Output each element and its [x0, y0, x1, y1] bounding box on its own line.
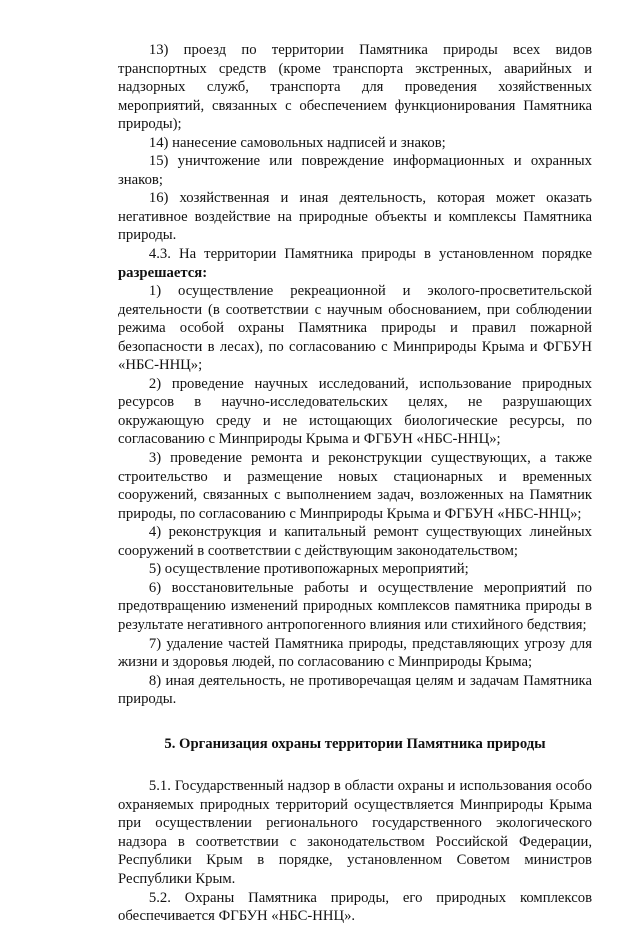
permitted-item-8: 8) иная деятельность, не противоречащая целям и задачам Памятника природы. — [118, 672, 592, 708]
section-5-heading: 5. Организация охраны территории Памятника природы — [164, 735, 546, 752]
clause-5-1: 5.1. Государственный надзор в области охраны и использования особо охраняемых природных территорий осуществляется Минприроды Крыма при осуществлении регионального государственного экологического надзора в соответствии с законодательством Российской Федерации, Республики Крым в порядке, установленном Советом министров Республики Крым. — [118, 778, 592, 887]
permitted-item-2: 2) проведение научных исследований, использование природных ресурсов в научно-исследовательских целях, не разрушающих окружающую среду и не истощающих биологические ресурсы, по согласованию с Минприроды Крыма и ФГБУН «НБС-ННЦ»; — [118, 375, 592, 448]
prohibited-item-13: 13) проезд по территории Памятника природы всех видов транспортных средств (кроме транспорта экстренных, аварийных и надзорных служб, транспорта для проведения хозяйственных мероприятий, связанных с обеспечением функционирования Памятника природы); — [118, 42, 592, 133]
prohibited-item-14: 14) нанесение самовольных надписей и знаков; — [148, 134, 446, 151]
permitted-item-5: 5) осуществление противопожарных мероприятий; — [148, 561, 469, 578]
clause-4-3-intro: 4.3. На территории Памятника природы в установленном порядке — [148, 246, 592, 263]
permitted-item-4: 4) реконструкция и капитальный ремонт существующих линейных сооружений в соответствии с действующим законодательством; — [118, 524, 592, 559]
clause-4-3-permitted-word: разрешается: — [118, 264, 208, 281]
permitted-item-7: 7) удаление частей Памятника природы, представляющих угрозу для жизни и здоровья людей, по согласованию с Минприроды Крыма; — [118, 635, 592, 671]
clause-5-2: 5.2. Охраны Памятника природы, его природных комплексов обеспечивается ФГБУН «НБС-ННЦ». — [118, 889, 592, 925]
prohibited-item-15: 15) уничтожение или повреждение информационных и охранных знаков; — [118, 153, 592, 188]
prohibited-item-16: 16) хозяйственная и иная деятельность, которая может оказать негативное воздействие на природные объекты и комплексы Памятника природы. — [118, 190, 592, 244]
permitted-item-1: 1) осуществление рекреационной и эколого-просветительской деятельности (в соответствии с научным обоснованием, при соблюдении режима особой охраны Памятника природы и правил пожарной безопасности в лесах), по согласованию с Минприроды Крыма и ФГБУН «НБС-ННЦ»; — [118, 283, 592, 374]
clause-4-3 — [118, 245, 592, 282]
permitted-item-3: 3) проведение ремонта и реконструкции существующих, а также строительство и размещение новых стационарных и временных сооружений, связанных с выполнением задач, возложенных на Памятник природы, по согласованию с Минприроды Крыма и ФГБУН «НБС-ННЦ»; — [118, 450, 592, 522]
permitted-item-6: 6) восстановительные работы и осуществление мероприятий по предотвращению изменений природных комплексов памятника природы в результате негативного антропогенного влияния или стихийного бедствия; — [118, 579, 592, 633]
document-body — [118, 41, 592, 926]
